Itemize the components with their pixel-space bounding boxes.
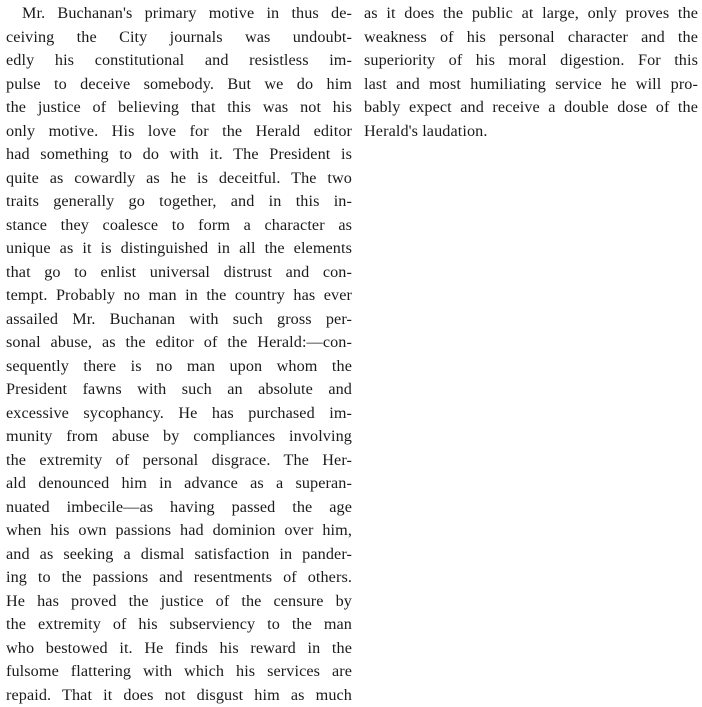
text-line: tempt. Probably no man in the country has ever — [6, 284, 352, 308]
text-line: repaid. That it does not disgust him as much — [6, 684, 352, 707]
text-line: President fawns with such an absolute and — [6, 378, 352, 402]
text-line: and as seeking a dismal satisfaction in pander- — [6, 543, 352, 567]
text-line: ing to the passions and resentments of others. — [6, 566, 352, 590]
text-line: pulse to deceive somebody. But we do him — [6, 73, 352, 97]
text-line: quite as cowardly as he is deceitful. The two — [6, 167, 352, 191]
text-line: weakness of his personal character and the — [364, 26, 698, 50]
text-line: the justice of believing that this was not his — [6, 96, 352, 120]
text-line: who bestowed it. He finds his reward in the — [6, 637, 352, 661]
text-line: fulsome flattering with which his services are — [6, 660, 352, 684]
column-gutter — [356, 0, 357, 600]
text-line: sonal abuse, as the editor of the Herald:—con- — [6, 331, 352, 355]
left-column — [6, 2, 352, 707]
text-line: munity from abuse by compliances involving — [6, 425, 352, 449]
text-line: the extremity of personal disgrace. The Her- — [6, 449, 352, 473]
right-column — [364, 2, 698, 143]
text-line: edly his constitutional and resistless im- — [6, 49, 352, 73]
text-line: nuated imbecile—as having passed the age — [6, 496, 352, 520]
text-line: ceiving the City journals was undoubt- — [6, 26, 352, 50]
text-line: excessive sycophancy. He has purchased im- — [6, 402, 352, 426]
text-line: Mr. Buchanan's primary motive in thus de- — [6, 2, 352, 26]
text-line: that go to enlist universal distrust and con- — [6, 261, 352, 285]
text-line: when his own passions had dominion over him, — [6, 519, 352, 543]
text-line: had something to do with it. The President is — [6, 143, 352, 167]
text-line: sequently there is no man upon whom the — [6, 355, 352, 379]
text-line: unique as it is distinguished in all the elements — [6, 237, 352, 261]
text-line: traits generally go together, and in this in- — [6, 190, 352, 214]
text-line: as it does the public at large, only proves the — [364, 2, 698, 26]
text-line: ald denounced him in advance as a superan- — [6, 472, 352, 496]
text-line: the extremity of his subserviency to the man — [6, 613, 352, 637]
text-line: Herald's laudation. — [364, 120, 698, 144]
text-line: stance they coalesce to form a character as — [6, 214, 352, 238]
text-line: He has proved the justice of the censure by — [6, 590, 352, 614]
text-line: only motive. His love for the Herald editor — [6, 120, 352, 144]
text-line: superiority of his moral digestion. For this — [364, 49, 698, 73]
text-line: assailed Mr. Buchanan with such gross per- — [6, 308, 352, 332]
text-line: bably expect and receive a double dose of the — [364, 96, 698, 120]
text-line: last and most humiliating service he will pro- — [364, 73, 698, 97]
